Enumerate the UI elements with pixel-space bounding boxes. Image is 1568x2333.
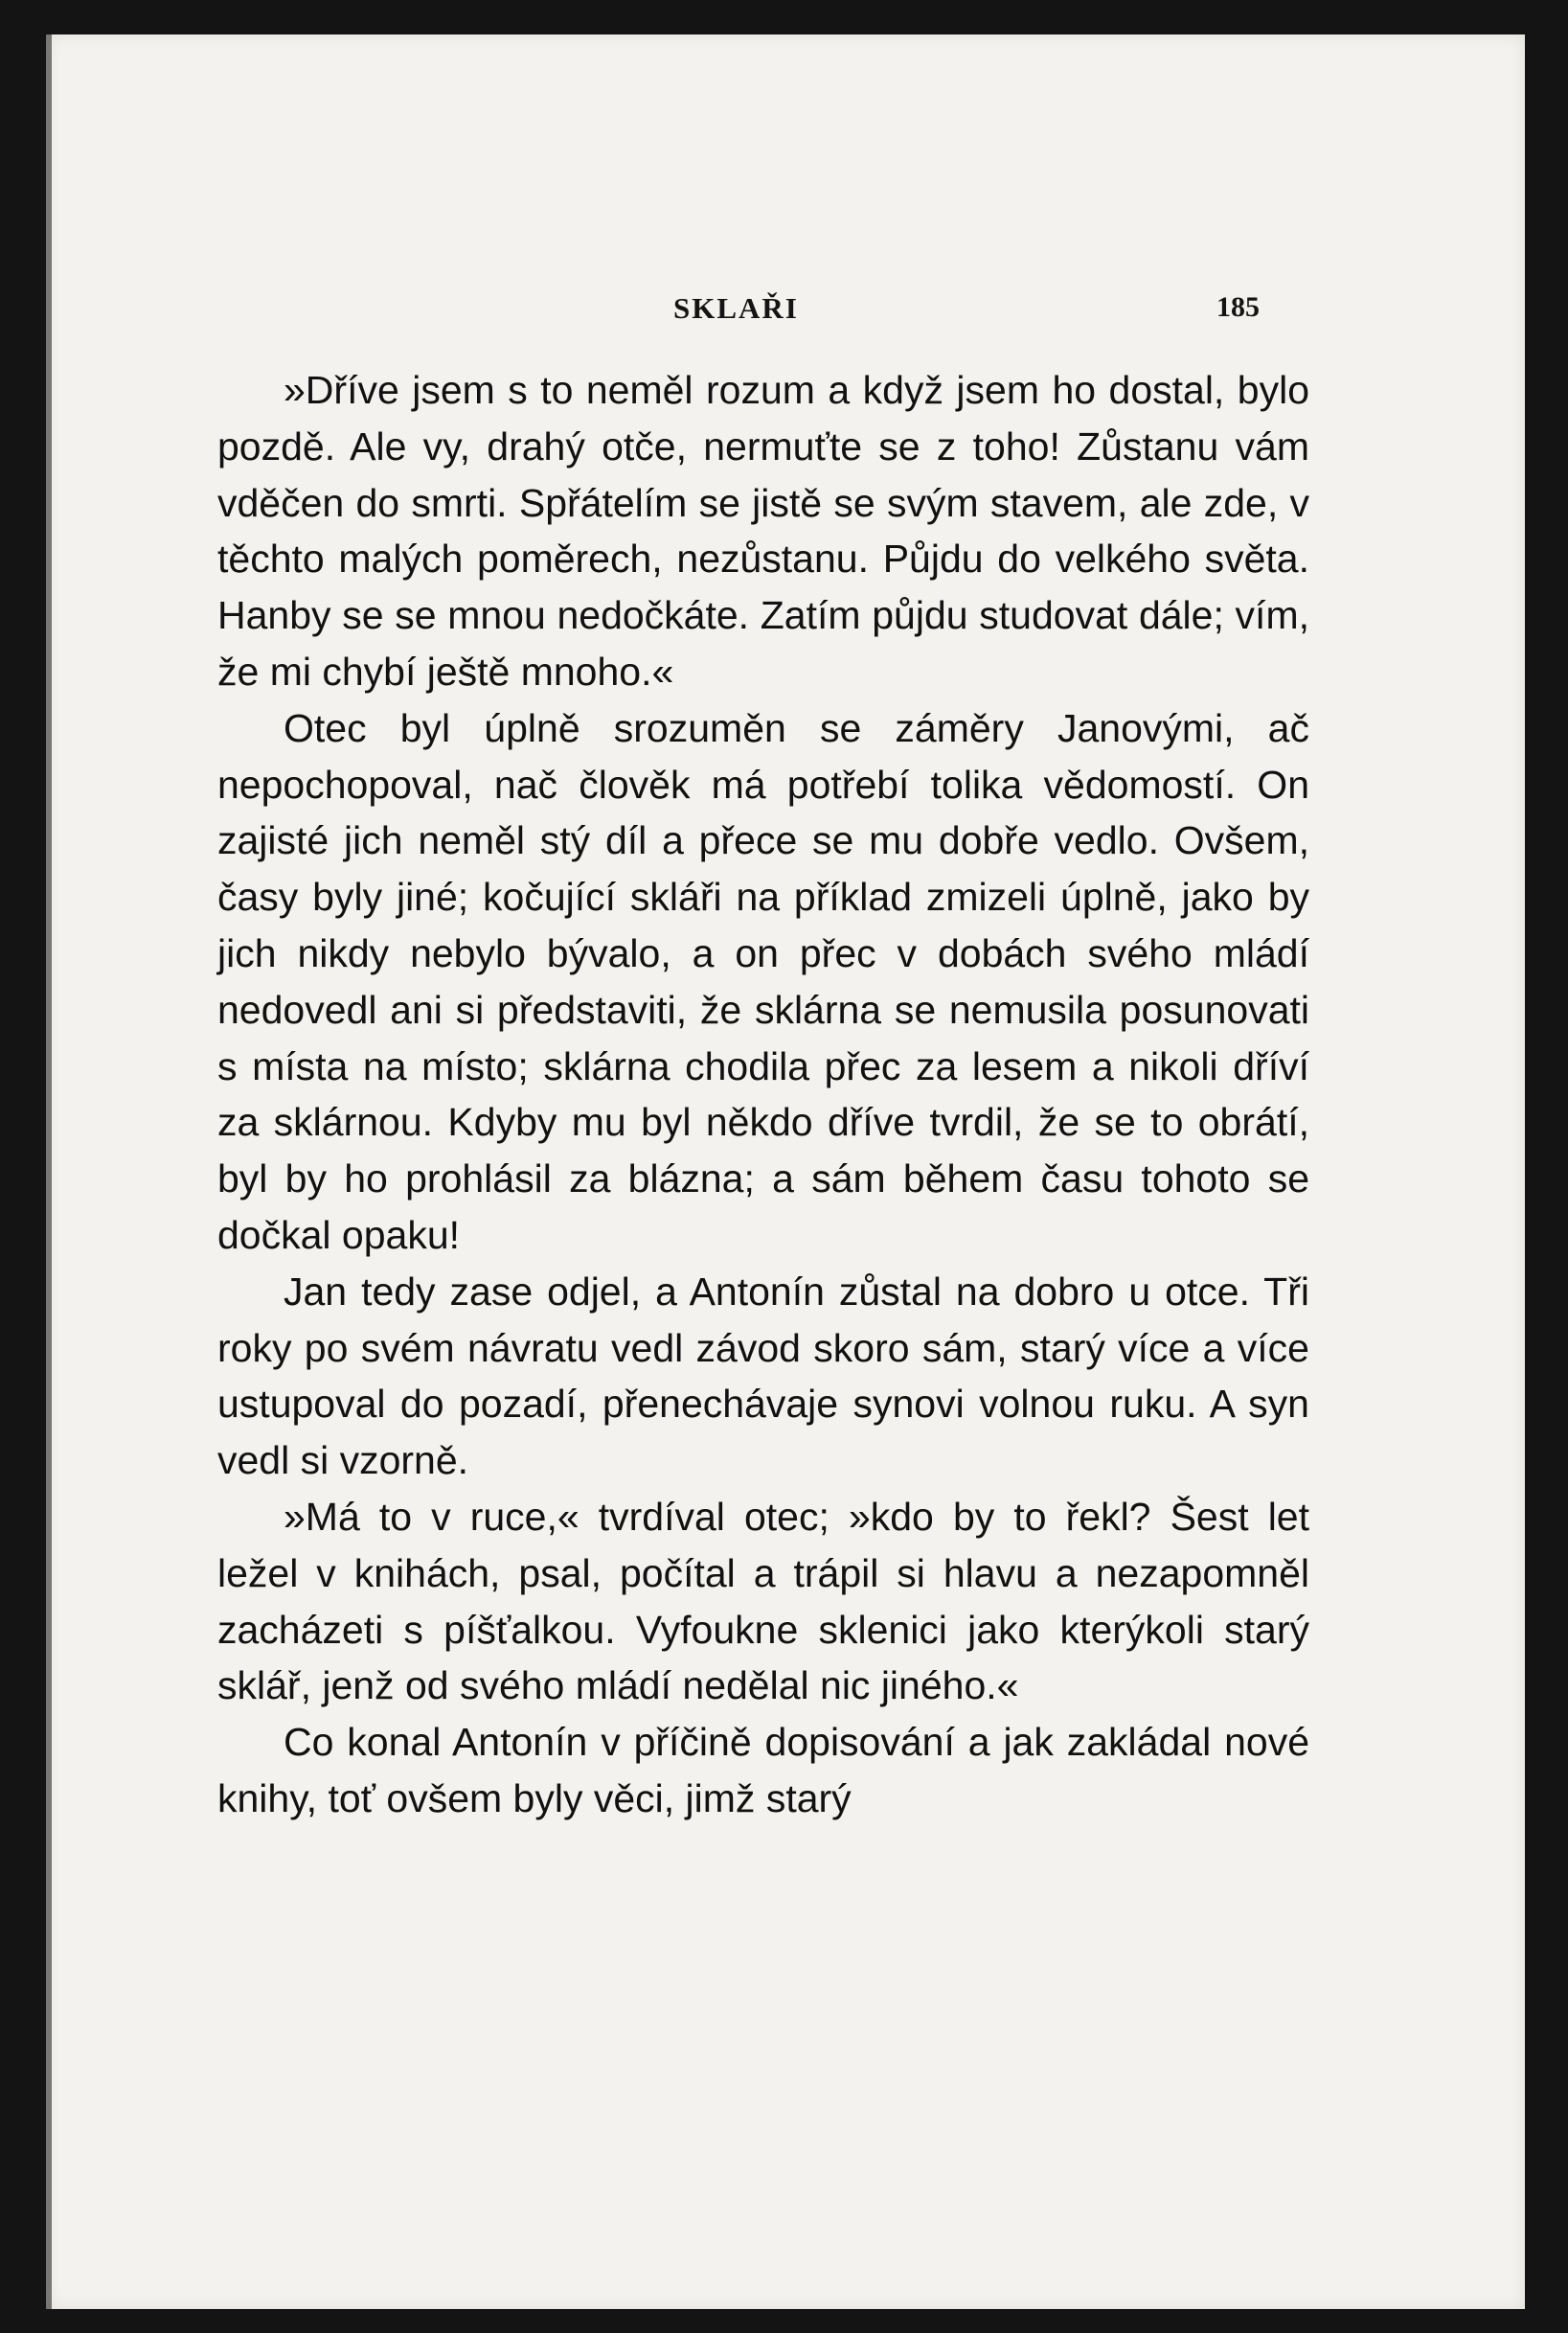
paragraph: »Má to v ruce,« tvrdíval otec; »kdo by to řekl? Šest let ležel v knihách, psal, počítal a trápil si hlavu a nezapomněl zacházeti s píšťalkou. Vyfoukne sklenici jako kterýkoli starý sklář, jenž od svého mládí nedělal nic jiného.« — [217, 1494, 1309, 1708]
page-number: 185 — [1216, 291, 1260, 323]
body-text — [217, 362, 1309, 1827]
page-header — [46, 291, 1525, 330]
binding-shadow — [46, 34, 52, 2309]
paragraph: Otec byl úplně srozuměn se záměry Janovými, ač nepochopoval, nač člověk má potřebí tolika vědomostí. On zajisté jich neměl stý díl a přece se mu dobře vedlo. Ovšem, časy byly jiné; kočující skláři na příklad zmizeli úplně, jako by jich nikdy nebylo bývalo, a on přec v dobách svého mládí nedovedl ani si představiti, že sklárna se nemusila posunovati s místa na místo; sklárna chodila přec za lesem a nikoli dříví za sklárnou. Kdyby mu byl někdo dříve tvrdil, že se to obrátí, byl by ho prohlásil za blázna; a sám během času tohoto se dočkal opaku! — [217, 705, 1309, 1257]
book-page — [46, 34, 1525, 2309]
paragraph: Jan tedy zase odjel, a Antonín zůstal na dobro u otce. Tři roky po svém návratu vedl závod skoro sám, starý více a více ustupoval do pozadí, přenechávaje synovi volnou ruku. A syn vedl si vzorně. — [217, 1269, 1309, 1483]
paragraph: »Dříve jsem s to neměl rozum a když jsem ho dostal, bylo pozdě. Ale vy, drahý otče, nermuťte se z toho! Zůstanu vám vděčen do smrti. Spřátelím se jistě se svým stavem, ale zde, v těchto malých poměrech, nezůstanu. Půjdu do velkého světa. Hanby se se mnou nedočkáte. Zatím půjdu studovat dále; vím, že mi chybí ještě mnoho.« — [217, 368, 1309, 694]
paragraph: Co konal Antonín v příčině dopisování a jak zakládal nové knihy, toť ovšem byly věci, jimž starý — [217, 1720, 1309, 1820]
running-title: SKLAŘI — [673, 291, 799, 325]
